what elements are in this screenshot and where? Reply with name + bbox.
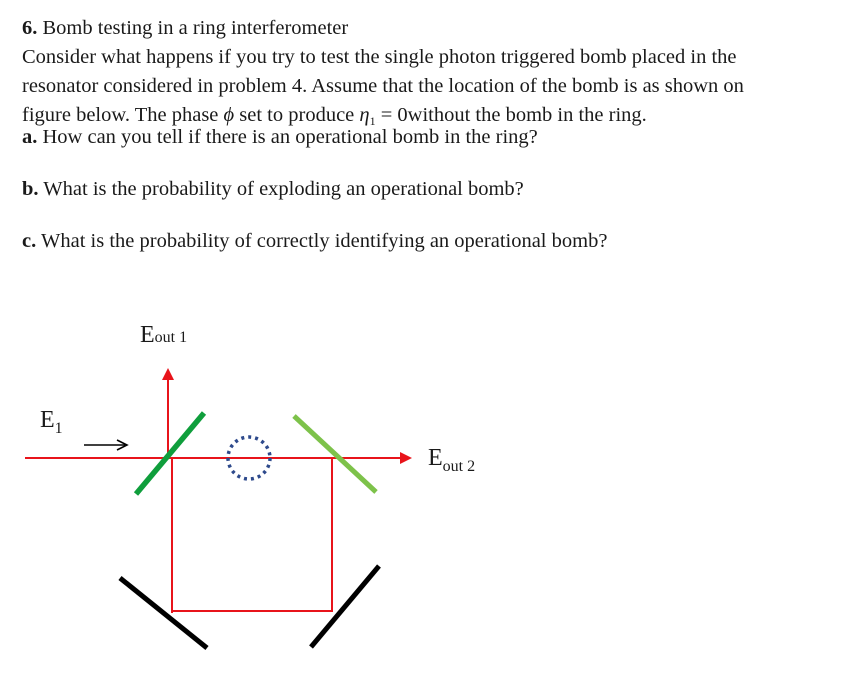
question-a-text: How can you tell if there is an operational bomb in the ring?	[42, 126, 538, 148]
problem-line-2: resonator considered in problem 4. Assume that the location of the bomb is as shown on	[22, 75, 744, 97]
problem-line-3-b: set to produce	[239, 104, 355, 126]
eta-equation: = 0	[380, 104, 408, 126]
output1-arrowhead	[162, 368, 174, 380]
output-beam-splitter	[294, 416, 376, 492]
output2-arrowhead	[400, 452, 412, 464]
eta-letter: η	[359, 104, 370, 126]
label-e1-sub: 1	[54, 420, 63, 437]
bottom-right-mirror	[311, 566, 379, 647]
label-e-out2-main: E	[428, 445, 443, 471]
problem-number: 6.	[22, 17, 38, 39]
question-b-text: What is the probability of exploding an operational bomb?	[43, 178, 524, 200]
question-c-text: What is the probability of correctly identifying an operational bomb?	[41, 230, 608, 252]
label-e-out2	[428, 445, 476, 475]
label-e1	[40, 407, 63, 437]
label-e-out1	[140, 322, 187, 349]
question-c-label: c.	[22, 230, 37, 252]
label-e-out2-sub: out 2	[442, 458, 476, 475]
bottom-left-mirror	[120, 578, 207, 648]
problem-title: Bomb testing in a ring interferometer	[42, 17, 349, 39]
label-e-out1-main: E	[140, 322, 155, 348]
question-a-label: a.	[22, 126, 38, 148]
input-beam-splitter	[136, 413, 204, 494]
eta-subscript: 1	[369, 114, 376, 128]
problem-line-3-c: without the bomb in the ring.	[407, 104, 647, 126]
label-e-out1-sub: out 1	[154, 329, 188, 346]
phase-symbol: ϕ	[223, 104, 235, 126]
problem-line-1: Consider what happens if you try to test the single photon triggered bomb placed in the	[22, 46, 737, 68]
problem-line-3-a: figure below. The phase	[22, 104, 219, 126]
question-b-label: b.	[22, 178, 39, 200]
label-e1-main: E	[40, 407, 55, 433]
